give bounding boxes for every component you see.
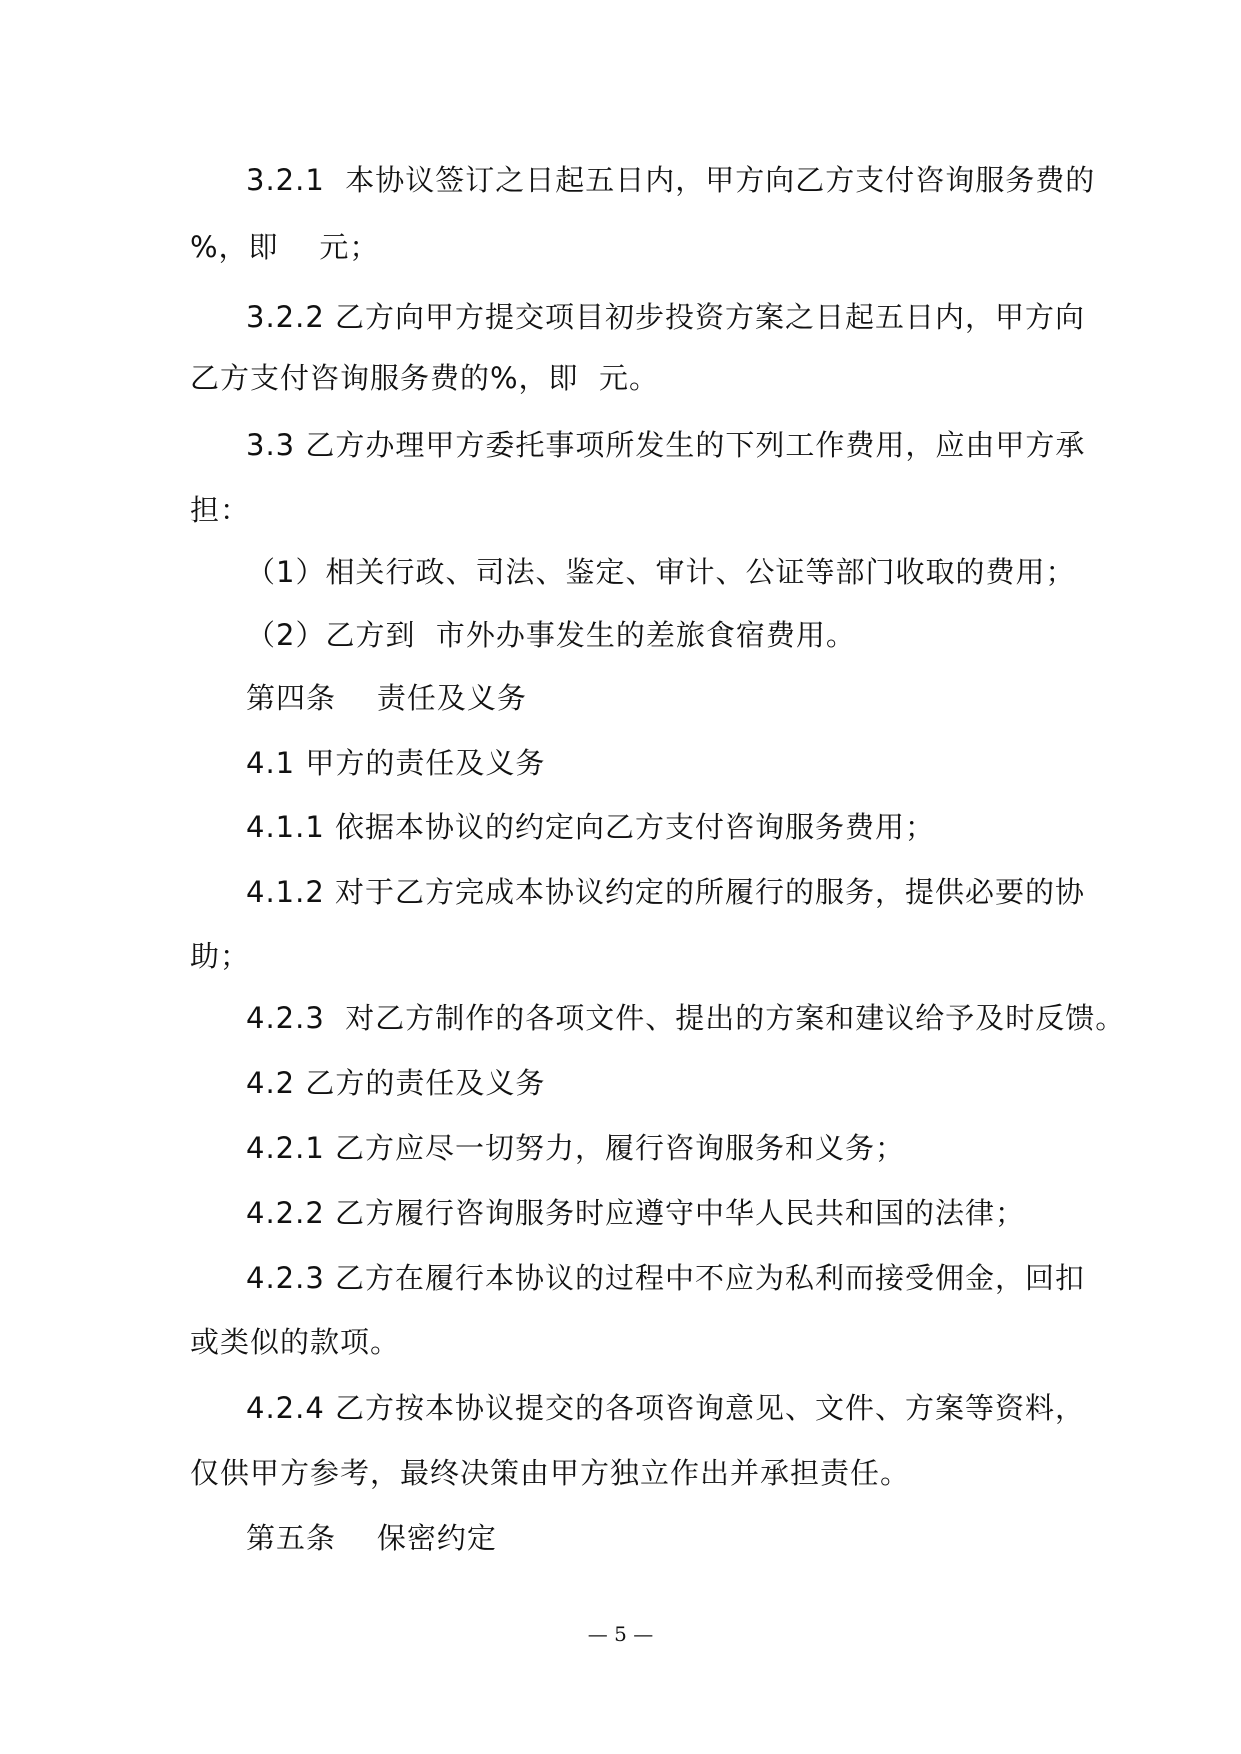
clause-3-2-1-line-1: 3.2.1 本协议签订之日起五日内，甲方向乙方支付咨询服务费的: [246, 163, 1096, 197]
article-4-heading: 第四条 责任及义务: [246, 681, 527, 715]
clause-4-2-3-first: 4.2.3 对乙方制作的各项文件、提出的方案和建议给予及时反馈。: [246, 1001, 1126, 1035]
clause-4-1-heading: 4.1 甲方的责任及义务: [246, 746, 546, 780]
clause-3-3-line-2: 担：: [190, 493, 251, 527]
clause-4-1-2-line-1: 4.1.2 对于乙方完成本协议约定的所履行的服务，提供必要的协: [246, 875, 1086, 909]
article-5-heading: 第五条 保密约定: [246, 1521, 497, 1555]
clause-4-1-1: 4.1.1 依据本协议的约定向乙方支付咨询服务费用；: [246, 810, 936, 844]
clause-4-2-4-line-1: 4.2.4 乙方按本协议提交的各项咨询意见、文件、方案等资料，: [246, 1391, 1086, 1425]
clause-4-1-2-line-2: 助；: [190, 939, 251, 973]
clause-4-2-heading: 4.2 乙方的责任及义务: [246, 1066, 546, 1100]
clause-4-2-3-line-2: 或类似的款项。: [190, 1325, 401, 1359]
clause-3-2-1-line-2: %，即 元；: [190, 230, 380, 264]
clause-3-2-2-line-1: 3.2.2 乙方向甲方提交项目初步投资方案之日起五日内，甲方向: [246, 300, 1086, 334]
clause-3-3-item-1: （1）相关行政、司法、鉴定、审计、公证等部门收取的费用；: [246, 555, 1076, 589]
clause-4-2-2: 4.2.2 乙方履行咨询服务时应遵守中华人民共和国的法律；: [246, 1196, 1026, 1230]
clause-4-2-4-line-2: 仅供甲方参考，最终决策由甲方独立作出并承担责任。: [190, 1456, 911, 1490]
page-number: — 5 —: [587, 1622, 654, 1646]
clause-3-3-item-2: （2）乙方到 市外办事发生的差旅食宿费用。: [246, 618, 856, 652]
clause-3-3-line-1: 3.3 乙方办理甲方委托事项所发生的下列工作费用，应由甲方承: [246, 428, 1086, 462]
clause-4-2-1: 4.2.1 乙方应尽一切努力，履行咨询服务和义务；: [246, 1131, 906, 1165]
clause-4-2-3-line-1: 4.2.3 乙方在履行本协议的过程中不应为私利而接受佣金，回扣: [246, 1261, 1086, 1295]
clause-3-2-2-line-2: 乙方支付咨询服务费的%，即 元。: [190, 361, 659, 395]
